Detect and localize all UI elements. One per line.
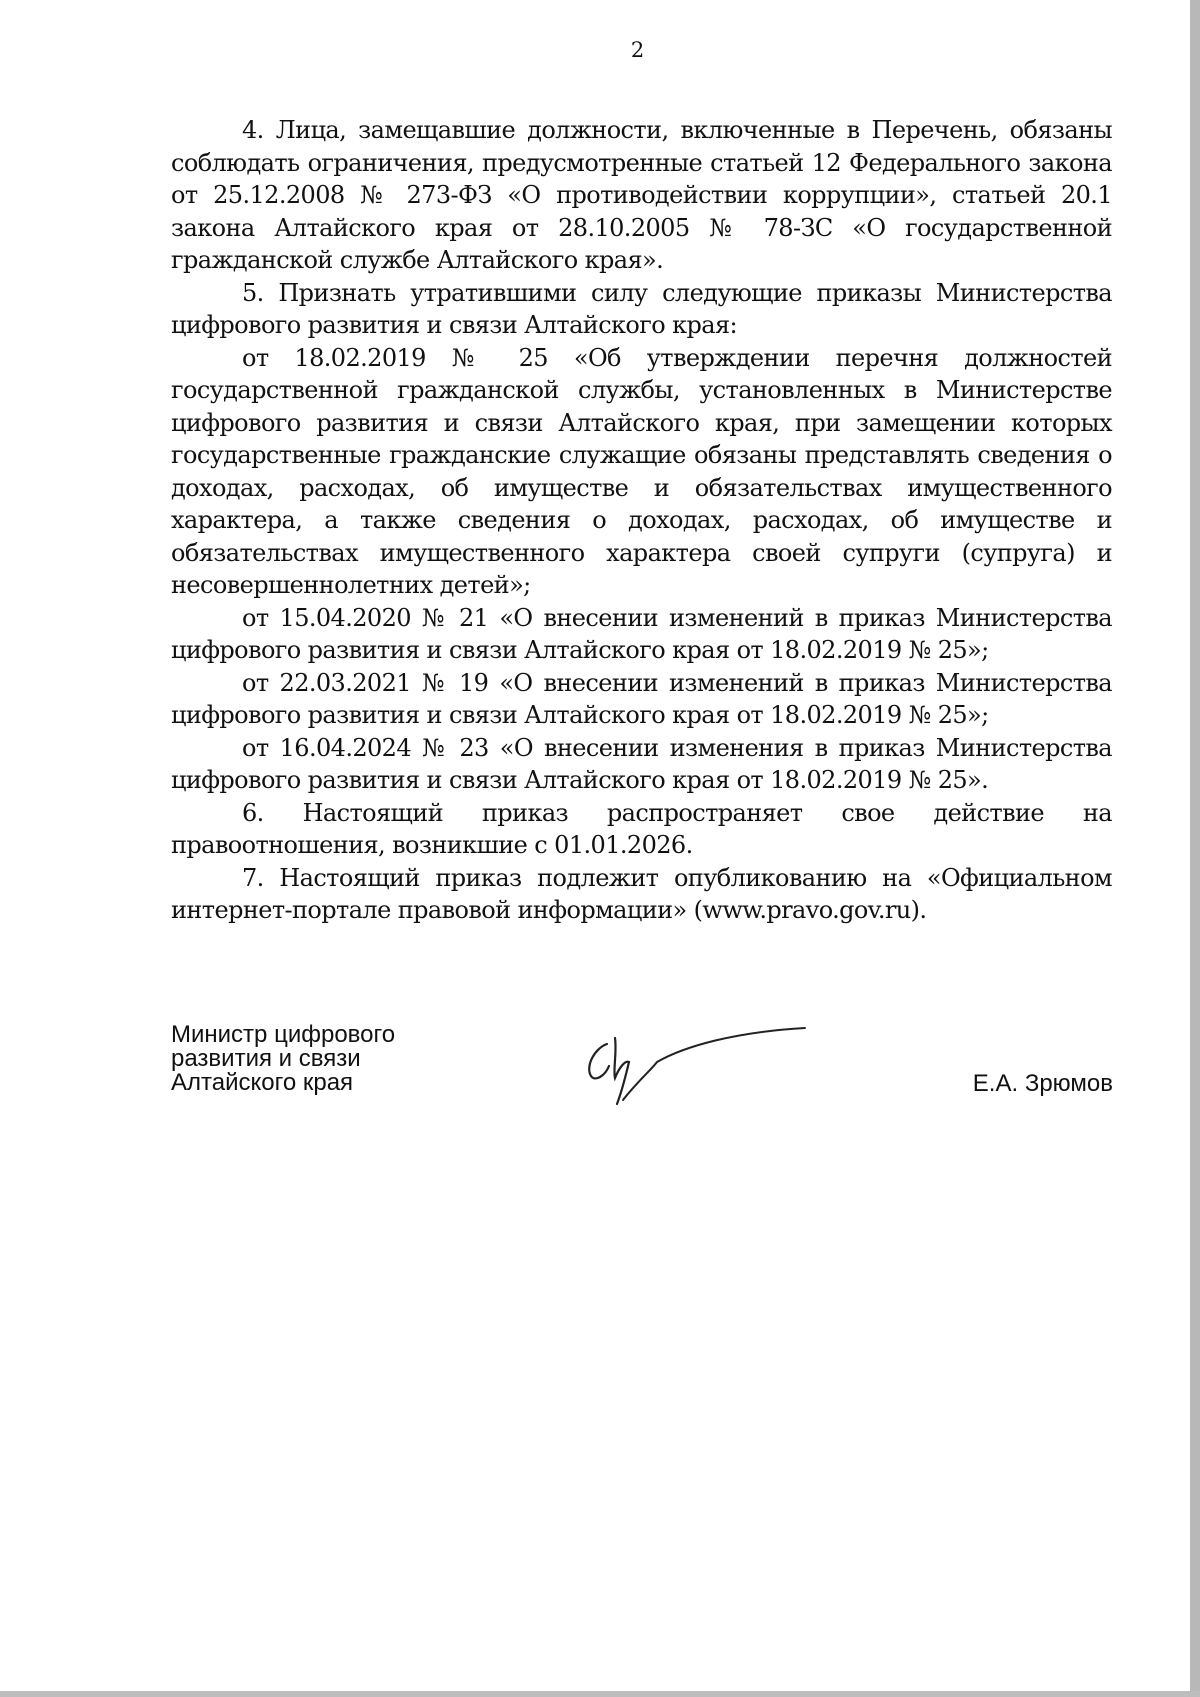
repealed-order-2024: от 16.04.2024 № 23 «О внесении изменения в приказ Министерства цифрового развития и связи Алтайского края от 18.02.2019 № 25». xyxy=(171,733,1112,794)
repealed-order-2020: от 15.04.2020 № 21 «О внесении изменений в приказ Министерства цифрового развития и связи Алтайского края от 18.02.2019 № 25»; xyxy=(171,603,1112,664)
paragraph-7: 7. Настоящий приказ подлежит опубликованию на «Официальном интернет-портале правовой информации» (www.pravo.gov.ru). xyxy=(171,863,1112,924)
signatory-name: Е.А. Зрюмов xyxy=(972,1070,1113,1097)
document-body xyxy=(171,114,1112,927)
signatory-position-line: Алтайского края xyxy=(171,1069,354,1096)
signatory-position xyxy=(171,1023,395,1095)
paragraph-6: 6. Настоящий приказ распространяет свое действие на правоотношения, возникшие с 01.01.2026. xyxy=(171,798,1112,859)
scan-border-right xyxy=(1190,0,1200,1697)
paragraph-4: 4. Лица, замещавшие должности, включенные в Перечень, обязаны соблюдать ограничения, предусмотренные статьей 12 Федерального закона от 25.12.2008 № 273-ФЗ «О противодействии коррупции», статьей 20.1 закона Алтайского края от 28.10.2005 № 78-ЗС «О государственной гражданской службе Алтайского края». xyxy=(171,116,1112,274)
repealed-order-2019: от 18.02.2019 № 25 «Об утверждении перечня должностей государственной гражданской службы, установленных в Министерстве цифрового развития и связи Алтайского края, при замещении которых государственные гражданские служащие обязаны представлять сведения о доходах, расходах, об имуществе и обязательствах имущественного характера, а также сведения о доходах, расходах, об имуществе и обязательствах имущественного характера своей супруги (супруга) и несовершеннолетних детей»; xyxy=(171,343,1112,599)
signatory-position-line: развития и связи xyxy=(171,1045,361,1072)
scan-border-bottom xyxy=(0,1691,1200,1697)
page-number: 2 xyxy=(630,38,645,62)
handwritten-signature-icon xyxy=(565,1018,815,1108)
repealed-order-2021: от 22.03.2021 № 19 «О внесении изменений в приказ Министерства цифрового развития и связи Алтайского края от 18.02.2019 № 25»; xyxy=(171,668,1112,729)
signatory-position-line: Министр цифрового xyxy=(171,1021,396,1048)
paragraph-5: 5. Признать утратившими силу следующие приказы Министерства цифрового развития и связи Алтайского края: xyxy=(171,278,1112,339)
